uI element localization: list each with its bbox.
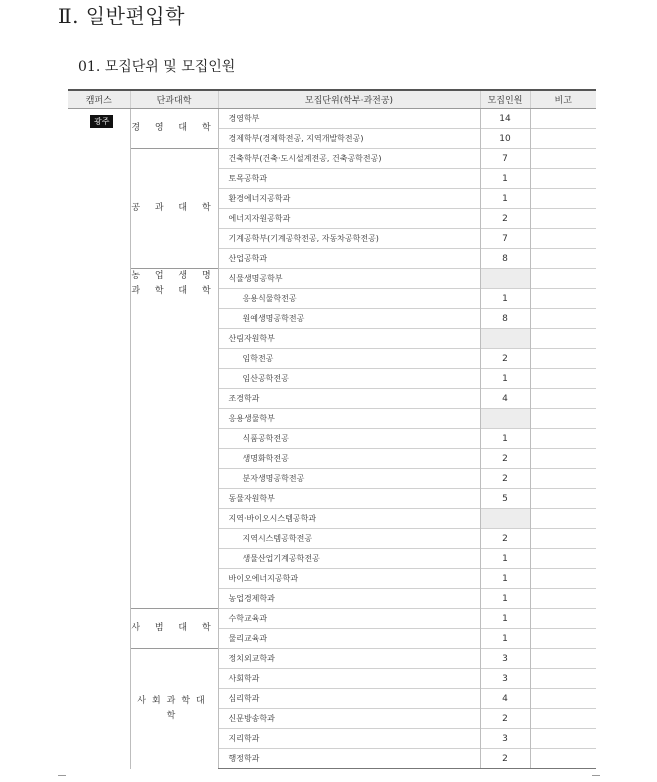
unit-name: 식품공학전공 (218, 429, 480, 449)
recruit-count: 14 (480, 109, 530, 129)
note-cell (530, 749, 596, 769)
recruit-count: 2 (480, 209, 530, 229)
note-cell (530, 329, 596, 349)
note-cell (530, 209, 596, 229)
note-cell (530, 409, 596, 429)
note-cell (530, 369, 596, 389)
college-name: 공 과 대 학 (130, 149, 218, 269)
header-count: 모집인원 (480, 90, 530, 109)
note-cell (530, 349, 596, 369)
unit-name: 건축학부(건축·도시설계전공, 건축공학전공) (218, 149, 480, 169)
recruit-count: 2 (480, 709, 530, 729)
unit-name: 경제학부(경제학전공, 지역개발학전공) (218, 129, 480, 149)
header-campus: 캠퍼스 (68, 90, 130, 109)
note-cell (530, 189, 596, 209)
recruit-count: 2 (480, 449, 530, 469)
unit-name: 에너지자원공학과 (218, 209, 480, 229)
section-title: Ⅱ. 일반편입학 (58, 4, 185, 28)
note-cell (530, 489, 596, 509)
college-name: 사 범 대 학 (130, 609, 218, 649)
campus-badge: 광주 (90, 115, 113, 128)
recruit-count: 3 (480, 669, 530, 689)
campus-cell (68, 109, 130, 769)
note-cell (530, 549, 596, 569)
note-cell (530, 109, 596, 129)
unit-name: 사회학과 (218, 669, 480, 689)
header-note: 비고 (530, 90, 596, 109)
unit-name: 생물산업기계공학전공 (218, 549, 480, 569)
note-cell (530, 649, 596, 669)
note-cell (530, 229, 596, 249)
recruit-count: 3 (480, 729, 530, 749)
recruit-count: 7 (480, 149, 530, 169)
table-row (68, 149, 596, 169)
recruit-count: 1 (480, 369, 530, 389)
unit-name: 임산공학전공 (218, 369, 480, 389)
recruit-count: 1 (480, 589, 530, 609)
note-cell (530, 689, 596, 709)
note-cell (530, 509, 596, 529)
recruit-count: 7 (480, 229, 530, 249)
header-unit: 모집단위(학부·과전공) (218, 90, 480, 109)
note-cell (530, 589, 596, 609)
recruit-count (480, 329, 530, 349)
unit-name: 조경학과 (218, 389, 480, 409)
table-body (68, 109, 596, 769)
recruit-count: 1 (480, 429, 530, 449)
unit-name: 임학전공 (218, 349, 480, 369)
unit-name: 지역·바이오시스템공학과 (218, 509, 480, 529)
unit-name: 생명화학전공 (218, 449, 480, 469)
unit-name: 산업공학과 (218, 249, 480, 269)
college-name: 경 영 대 학 (130, 109, 218, 149)
unit-name: 식물생명공학부 (218, 269, 480, 289)
note-cell (530, 149, 596, 169)
note-cell (530, 609, 596, 629)
recruit-count: 1 (480, 169, 530, 189)
unit-name: 수학교육과 (218, 609, 480, 629)
recruit-count (480, 509, 530, 529)
unit-name: 응용식물학전공 (218, 289, 480, 309)
note-cell (530, 629, 596, 649)
recruit-count: 2 (480, 469, 530, 489)
unit-name: 물리교육과 (218, 629, 480, 649)
note-cell (530, 429, 596, 449)
recruit-count: 1 (480, 189, 530, 209)
note-cell (530, 169, 596, 189)
recruit-count: 5 (480, 489, 530, 509)
unit-name: 신문방송학과 (218, 709, 480, 729)
table-header-row (68, 90, 596, 109)
unit-name: 분자생명공학전공 (218, 469, 480, 489)
recruit-count: 4 (480, 389, 530, 409)
unit-name: 농업경제학과 (218, 589, 480, 609)
recruit-count (480, 269, 530, 289)
note-cell (530, 709, 596, 729)
college-name: 농 업 생 명 과 학 대 학 (130, 269, 218, 609)
unit-name: 동물자원학부 (218, 489, 480, 509)
recruit-count: 4 (480, 689, 530, 709)
recruitment-table (68, 89, 596, 769)
table-row (68, 609, 596, 629)
sub-title: 01. 모집단위 및 모집인원 (78, 59, 236, 75)
college-name: 사회과학대학 (130, 649, 218, 769)
unit-name: 토목공학과 (218, 169, 480, 189)
unit-name: 환경에너지공학과 (218, 189, 480, 209)
recruit-count: 8 (480, 249, 530, 269)
note-cell (530, 529, 596, 549)
note-cell (530, 129, 596, 149)
recruit-count: 10 (480, 129, 530, 149)
unit-name: 기계공학부(기계공학전공, 자동차공학전공) (218, 229, 480, 249)
table-row (68, 109, 596, 129)
unit-name: 산림자원학부 (218, 329, 480, 349)
recruit-count: 2 (480, 529, 530, 549)
recruit-count: 1 (480, 629, 530, 649)
recruit-count: 1 (480, 569, 530, 589)
unit-name: 원예생명공학전공 (218, 309, 480, 329)
recruit-count: 8 (480, 309, 530, 329)
unit-name: 행정학과 (218, 749, 480, 769)
unit-name: 지역시스템공학전공 (218, 529, 480, 549)
recruit-count: 1 (480, 289, 530, 309)
note-cell (530, 309, 596, 329)
recruit-count: 2 (480, 349, 530, 369)
table-row (68, 269, 596, 289)
unit-name: 경영학부 (218, 109, 480, 129)
note-cell (530, 269, 596, 289)
note-cell (530, 469, 596, 489)
table-row (68, 649, 596, 669)
recruit-count: 3 (480, 649, 530, 669)
unit-name: 정치외교학과 (218, 649, 480, 669)
recruit-count: 1 (480, 549, 530, 569)
unit-name: 응용생물학부 (218, 409, 480, 429)
header-college: 단과대학 (130, 90, 218, 109)
recruit-count: 2 (480, 749, 530, 769)
note-cell (530, 289, 596, 309)
unit-name: 바이오에너지공학과 (218, 569, 480, 589)
note-cell (530, 569, 596, 589)
unit-name: 지리학과 (218, 729, 480, 749)
recruit-count: 1 (480, 609, 530, 629)
note-cell (530, 389, 596, 409)
unit-name: 심리학과 (218, 689, 480, 709)
note-cell (530, 249, 596, 269)
note-cell (530, 669, 596, 689)
note-cell (530, 729, 596, 749)
note-cell (530, 449, 596, 469)
recruit-count (480, 409, 530, 429)
